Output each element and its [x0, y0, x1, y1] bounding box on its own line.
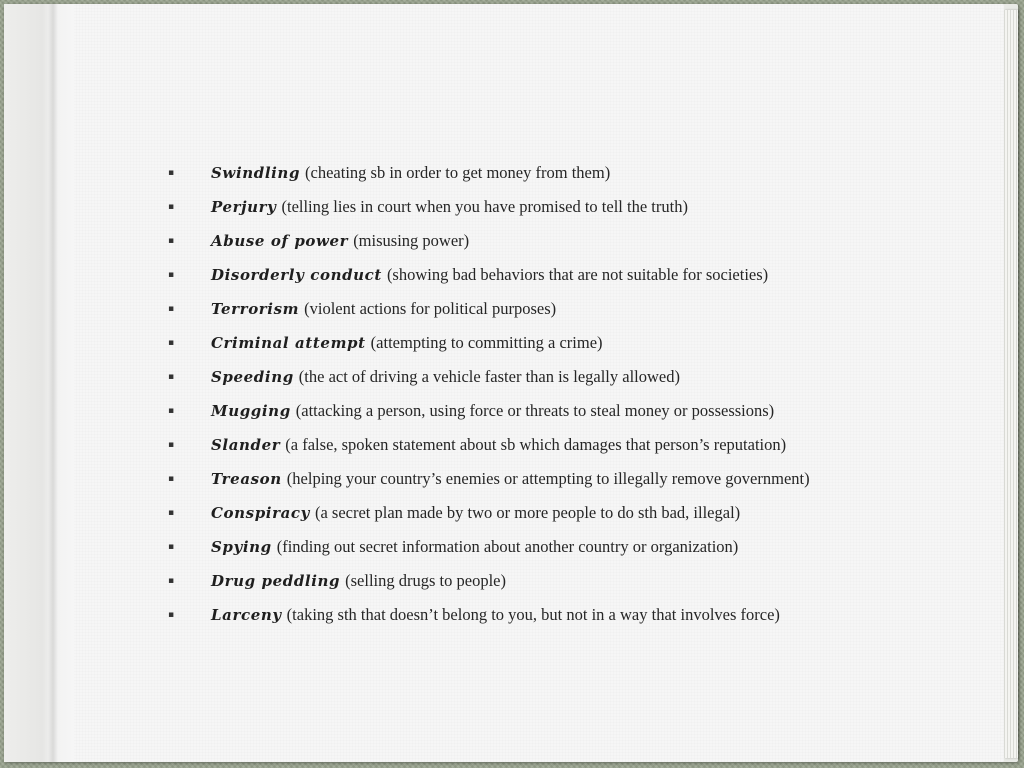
- list-item: [160, 224, 940, 258]
- term: Speeding: [211, 368, 294, 386]
- definition: (misusing power): [353, 231, 470, 250]
- definition: (helping your country’s enemies or attempting to illegally remove government): [286, 469, 810, 488]
- list-item: [160, 326, 940, 360]
- list-item: [160, 462, 940, 496]
- term: Mugging: [211, 402, 291, 420]
- bullet-icon: ▪: [168, 474, 175, 484]
- list-item: [160, 564, 940, 598]
- definition: (the act of driving a vehicle faster than is legally allowed): [298, 367, 680, 386]
- definition: (taking sth that doesn’t belong to you, but not in a way that involves force): [286, 605, 780, 624]
- term: Terrorism: [211, 300, 300, 318]
- term: Criminal attempt: [211, 334, 366, 352]
- term: Drug peddling: [211, 572, 341, 590]
- list-item: [160, 394, 940, 428]
- spine-fold: [48, 4, 58, 762]
- list-item: [160, 258, 940, 292]
- bullet-icon: ▪: [168, 304, 175, 314]
- term: Larceny: [211, 606, 282, 624]
- definition: (violent actions for political purposes): [304, 299, 557, 318]
- term: Abuse of power: [211, 232, 349, 250]
- definition: (selling drugs to people): [345, 571, 506, 590]
- definition: (attempting to committing a crime): [370, 333, 603, 352]
- list-item: [160, 292, 940, 326]
- list-item: [160, 530, 940, 564]
- definition: (telling lies in court when you have promised to tell the truth): [281, 197, 688, 216]
- bullet-icon: ▪: [168, 440, 175, 450]
- bullet-icon: ▪: [168, 406, 175, 416]
- definition: (finding out secret information about another country or organization): [276, 537, 739, 556]
- definition: (showing bad behaviors that are not suitable for societies): [386, 265, 769, 284]
- bullet-icon: ▪: [168, 610, 175, 620]
- list-item: [160, 360, 940, 394]
- list-item: [160, 496, 940, 530]
- definition: (a false, spoken statement about sb which damages that person’s reputation): [285, 435, 787, 454]
- bullet-icon: ▪: [168, 168, 175, 178]
- term: Slander: [211, 436, 281, 454]
- term: Spying: [211, 538, 272, 556]
- bullet-icon: ▪: [168, 270, 175, 280]
- term: Treason: [211, 470, 282, 488]
- bullet-icon: ▪: [168, 236, 175, 246]
- term: Conspiracy: [211, 504, 310, 522]
- bullet-icon: ▪: [168, 508, 175, 518]
- bullet-icon: ▪: [168, 372, 175, 382]
- bullet-icon: ▪: [168, 202, 175, 212]
- bullet-icon: ▪: [168, 576, 175, 586]
- list-item: [160, 598, 940, 632]
- term: Disorderly conduct: [211, 266, 382, 284]
- page-edges: [1004, 10, 1018, 758]
- definition: (cheating sb in order to get money from them): [305, 163, 611, 182]
- definition: (a secret plan made by two or more people to do sth bad, illegal): [314, 503, 741, 522]
- bullet-icon: ▪: [168, 338, 175, 348]
- list-item: [160, 428, 940, 462]
- term: Perjury: [211, 198, 277, 216]
- term: Swindling: [211, 164, 301, 182]
- spine-shadow: [4, 4, 74, 762]
- bullet-icon: ▪: [168, 542, 175, 552]
- list-item: [160, 190, 940, 224]
- definition: (attacking a person, using force or threats to steal money or possessions): [295, 401, 775, 420]
- crime-term-list: [160, 156, 940, 632]
- list-item: [160, 156, 940, 190]
